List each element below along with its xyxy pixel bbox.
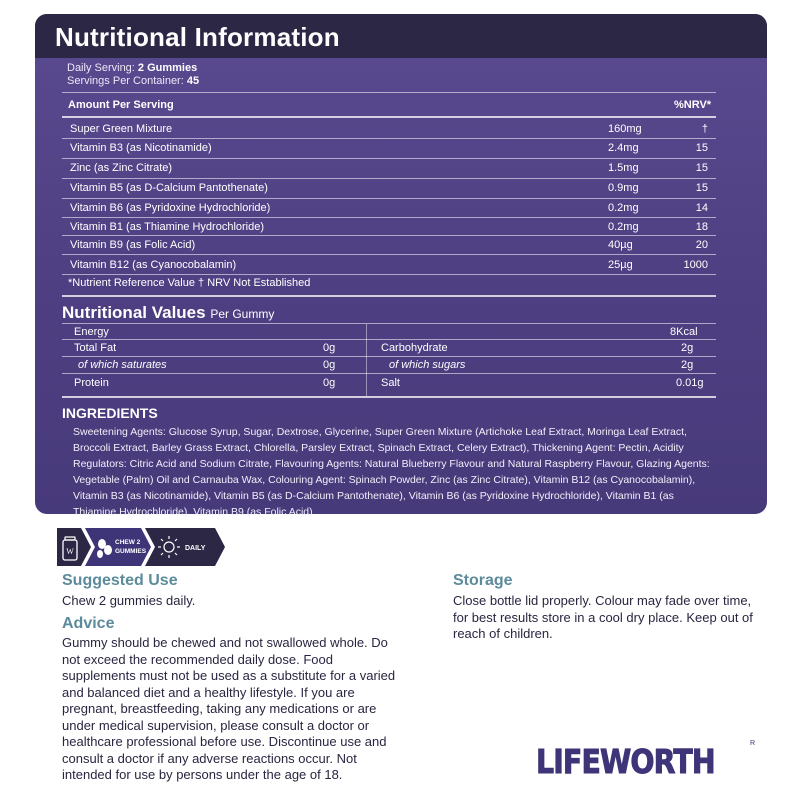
per-gummy-label: Per Gummy bbox=[210, 307, 275, 321]
table-row bbox=[62, 159, 716, 178]
energy-label: Energy bbox=[74, 326, 109, 338]
nrv-footnote: *Nutrient Reference Value † NRV Not Established bbox=[68, 277, 311, 289]
serving-info bbox=[67, 62, 199, 88]
carbohydrate-label: Carbohydrate bbox=[381, 342, 448, 354]
chew-label-line1: CHEW 2 bbox=[115, 539, 141, 546]
brand-logo-text: LIFEWORTH bbox=[536, 742, 715, 781]
table-row bbox=[62, 139, 716, 158]
divider bbox=[62, 339, 716, 340]
daily-serving-value: 2 Gummies bbox=[137, 62, 198, 74]
divider bbox=[62, 274, 716, 275]
saturates-value: 0g bbox=[323, 359, 336, 371]
storage-title: Storage bbox=[453, 572, 513, 589]
servings-per-container-value: 45 bbox=[186, 75, 200, 87]
energy-value: 8Kcal bbox=[670, 326, 698, 338]
divider bbox=[62, 396, 716, 398]
ingredients-title: INGREDIENTS bbox=[62, 405, 158, 421]
protein-label: Protein bbox=[74, 377, 109, 389]
nutrient-name: Super Green Mixture bbox=[70, 123, 173, 135]
nutrient-amount: 25µg bbox=[608, 259, 633, 271]
salt-value: 0.01g bbox=[676, 377, 704, 389]
divider bbox=[62, 323, 716, 324]
sugars-value: 2g bbox=[681, 359, 694, 371]
usage-icons-strip bbox=[57, 528, 227, 566]
nutrient-nrv: 15 bbox=[695, 142, 708, 154]
divider bbox=[62, 356, 716, 357]
nutritional-values-title bbox=[62, 303, 274, 323]
nutrient-nrv: 14 bbox=[695, 202, 708, 214]
table-row bbox=[62, 256, 716, 275]
table-row bbox=[62, 120, 716, 139]
nutrient-name: Vitamin B9 (as Folic Acid) bbox=[70, 239, 196, 251]
nutrient-nrv: 20 bbox=[695, 239, 708, 251]
nutrient-amount: 0.9mg bbox=[608, 182, 639, 194]
column-divider bbox=[366, 324, 367, 396]
protein-value: 0g bbox=[323, 377, 336, 389]
total-fat-value: 0g bbox=[323, 342, 336, 354]
table-row bbox=[62, 199, 716, 218]
suggested-use-text: Chew 2 gummies daily. bbox=[62, 593, 196, 608]
salt-label: Salt bbox=[381, 377, 400, 389]
nutrient-nrv: 1000 bbox=[683, 259, 708, 271]
registered-mark: R bbox=[750, 740, 756, 747]
ingredients-text: Sweetening Agents: Glucose Syrup, Sugar, Dextrose, Glycerine, Super Green Mixture (Artichoke Leaf Extract, Moringa Leaf Extract, Broccoli Extract, Barley Grass Extract, Chlorella, Parsley Extract, Spinach Extract, Celery Extract), Thickening Agent: Pectin, Acidity Regulators: Citric Acid and Sodium Citrate, Flavouring Agents: Natural Blueberry Flavour and Natural Raspberry Flavour, Glazing Agents: Vegetable (Palm) Oil and Carnauba Wax, Colouring Agent: Spinach Powder, Zinc (as Zinc Citrate), Vitamin B12 (as Cyanocobalamin), Vitamin B3 (as Nicotinamide), Vitamin B5 (as D-Calcium Pantothenate), Vitamin B6 (as Pyridoxine Hydrochloride), Vitamin B1 (as Thiamine Hydrochloride), Vitamin B9 (as Folic Acid). bbox=[73, 426, 710, 518]
nutrient-amount: 40µg bbox=[608, 239, 633, 251]
nutrient-nrv: 15 bbox=[695, 182, 708, 194]
total-fat-label: Total Fat bbox=[74, 342, 117, 354]
advice-title: Advice bbox=[62, 615, 115, 632]
carbohydrate-value: 2g bbox=[681, 342, 694, 354]
divider bbox=[62, 254, 716, 255]
saturates-label: of which saturates bbox=[78, 359, 167, 371]
nutrient-nrv: 18 bbox=[695, 221, 708, 233]
nutrient-name: Vitamin B3 (as Nicotinamide) bbox=[70, 142, 212, 154]
chew-label-line2: GUMMIES bbox=[115, 548, 147, 555]
nutrient-nrv: 15 bbox=[695, 162, 708, 174]
nutrient-name: Vitamin B5 (as D-Calcium Pantothenate) bbox=[70, 182, 268, 194]
table-row bbox=[62, 236, 716, 255]
nutrient-nrv: † bbox=[701, 123, 708, 135]
suggested-use-title: Suggested Use bbox=[62, 572, 178, 589]
nutrient-name: Zinc (as Zinc Citrate) bbox=[70, 162, 173, 174]
advice-text: Gummy should be chewed and not swallowed whole. Do not exceed the recommended daily dose. Food supplements must not be used as a substitute for a varied and balanced diet and a healthy lifestyle. If you are pregnant, breastfeeding, taking any medications or are under medical supervision, please consult a doctor or healthcare professional before use. Discontinue use and consult a doctor if any adverse reactions occur. Not intended for use by persons under the age of 18. bbox=[62, 635, 396, 782]
table-row bbox=[62, 179, 716, 198]
servings-per-container-label: Servings Per Container: bbox=[67, 75, 184, 87]
nutrient-name: Vitamin B12 (as Cyanocobalamin) bbox=[70, 259, 237, 271]
brand-logo bbox=[536, 740, 756, 784]
divider bbox=[62, 373, 716, 374]
storage-text: Close bottle lid properly. Colour may fade over time, for best results store in a cool dry place. Keep out of reach of children. bbox=[453, 593, 753, 641]
nutrient-amount: 1.5mg bbox=[608, 162, 639, 174]
nutrient-amount: 0.2mg bbox=[608, 221, 639, 233]
nutrient-name: Vitamin B6 (as Pyridoxine Hydrochloride) bbox=[70, 202, 271, 214]
divider bbox=[62, 92, 716, 93]
sugars-label: of which sugars bbox=[389, 359, 466, 371]
svg-text:W: W bbox=[66, 547, 74, 556]
nutrient-amount: 160mg bbox=[608, 123, 642, 135]
daily-serving-label: Daily Serving: bbox=[67, 62, 135, 74]
nutrient-amount: 0.2mg bbox=[608, 202, 639, 214]
nrv-header: %NRV* bbox=[674, 99, 712, 111]
nutritional-values-heading: Nutritional Values bbox=[62, 303, 206, 322]
panel-title: Nutritional Information bbox=[55, 22, 340, 52]
nutrient-name: Vitamin B1 (as Thiamine Hydrochloride) bbox=[70, 221, 265, 233]
nutrient-amount: 2.4mg bbox=[608, 142, 639, 154]
daily-label: DAILY bbox=[185, 545, 206, 552]
amount-per-serving-header: Amount Per Serving bbox=[68, 99, 174, 111]
divider bbox=[62, 116, 716, 118]
divider bbox=[62, 295, 716, 297]
